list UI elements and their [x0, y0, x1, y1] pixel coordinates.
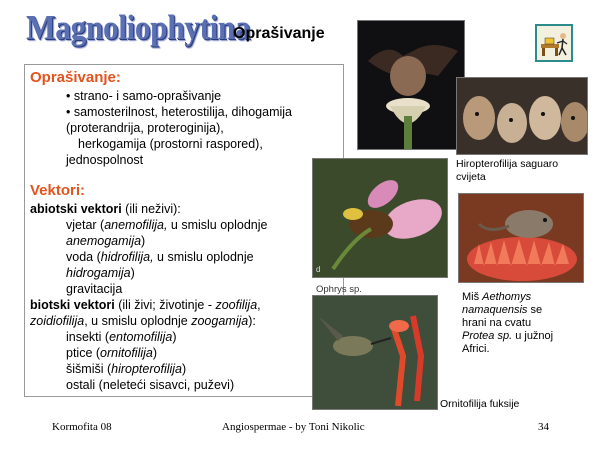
caption-ornithophily: Ornitofilija fuksije	[440, 398, 520, 410]
line-other-vectors: ostali (neleteći sisavci, puževi)	[66, 378, 235, 392]
line-protandry: (proterandrija, proteroginija),	[66, 121, 224, 135]
line-anemogamy: anemogamija)	[66, 234, 146, 248]
home-desk-icon[interactable]	[535, 24, 573, 62]
bats-photo	[456, 77, 588, 155]
caption-mouse-2: namaquensis se	[462, 304, 543, 316]
line-wind: vjetar (anemofilija, u smislu oplodnje	[66, 218, 268, 232]
line-self-sterility: • samosterilnost, heterostilija, dihogamija	[66, 105, 293, 119]
heading-vectors: Vektori:	[30, 182, 86, 199]
line-abiotic-vectors: abiotski vektori (ili neživi):	[30, 202, 181, 216]
line-self-pollination: • strano- i samo-oprašivanje	[66, 89, 222, 103]
mouse-protea-photo	[458, 193, 584, 283]
line-gravity: gravitacija	[66, 282, 123, 296]
footer-title: Angiospermae - by Toni Nikolic	[222, 421, 365, 433]
line-herkogamy: herkogamija (prostorni raspored),	[78, 137, 263, 151]
caption-mouse-3: hrani na cvatu	[462, 317, 532, 329]
caption-chiropterophily-1: Hiropterofilija saguaro	[456, 158, 559, 170]
caption-mouse-5: Africi.	[462, 343, 490, 355]
heading-pollination: Oprašivanje:	[30, 69, 121, 86]
caption-ophrys: Ophrys sp.	[316, 284, 362, 295]
hummingbird-fuchsia-photo	[312, 295, 438, 410]
ophrys-orchid-photo	[312, 158, 448, 278]
line-birds: ptice (ornitofilija)	[66, 346, 158, 360]
slide-subtitle: Oprašivanje	[233, 25, 325, 42]
footer-course: Kormofita 08	[52, 421, 112, 433]
line-hydrogamy: hidrogamija)	[66, 266, 135, 280]
slide-logo-title: Magnoliophytina	[26, 8, 251, 47]
line-bats: šišmiši (hiropterofilija)	[66, 362, 187, 376]
line-biotic-vectors: biotski vektori (ili živi; životinje - zoofilija,	[30, 298, 261, 312]
footer-page-number: 34	[538, 421, 549, 433]
line-unisexuality: jednospolnost	[66, 153, 144, 167]
ophrys-photo-mark: d	[316, 265, 321, 274]
caption-mouse-4: Protea sp. u južnoj	[462, 330, 554, 342]
line-zoidiophily: zoidiofilija, u smislu oplodnje zoogamija):	[30, 314, 256, 328]
caption-mouse-1: Miš Aethomys	[462, 291, 532, 303]
line-water: voda (hidrofilija, u smislu oplodnje	[66, 250, 254, 264]
line-insects: insekti (entomofilija)	[66, 330, 177, 344]
caption-chiropterophily-2: cvijeta	[456, 171, 486, 183]
bat-saguaro-flower-photo	[357, 20, 465, 150]
